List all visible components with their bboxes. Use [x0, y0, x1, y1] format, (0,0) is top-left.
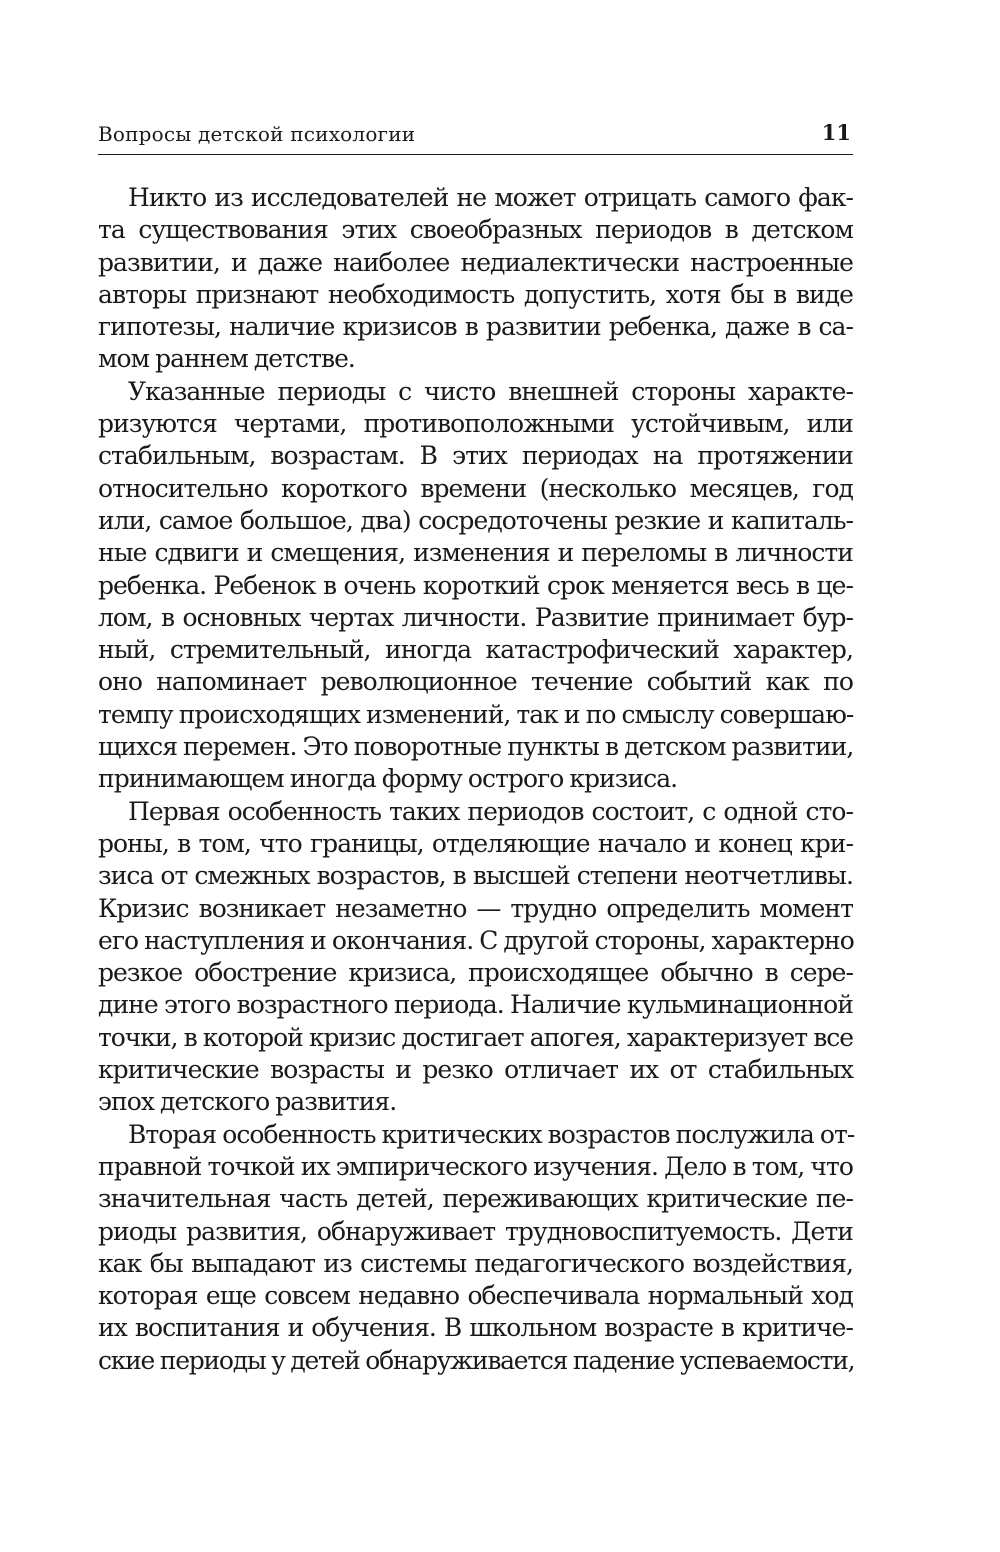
text-line: принимающем иногда форму острого кризиса.: [98, 764, 678, 794]
text-line: роны, в том, что границы, отделяющие начало и конец кри-: [98, 828, 853, 858]
running-header: [98, 118, 853, 155]
text-line: темпу происходящих изменений, так и по смыслу совершаю-: [98, 699, 854, 729]
text-line: зиса от смежных возрастов, в высшей степени неотчетливы.: [98, 861, 853, 891]
text-line: Кризис возникает незаметно — трудно определить момент: [98, 893, 853, 923]
text-line: которая еще совсем недавно обеспечивала нормальный ход: [98, 1281, 853, 1311]
text-line: оно напоминает революционное течение событий как по: [98, 667, 853, 697]
text-line: относительно короткого времени (несколько месяцев, год: [98, 473, 853, 503]
text-line: ризуются чертами, противоположными устойчивым, или: [98, 409, 853, 439]
text-line: или, самое большое, два) сосредоточены резкие и капиталь-: [98, 505, 853, 535]
text-line: авторы признают необходимость допустить, хотя бы в виде: [98, 279, 853, 309]
paragraph-1: [98, 182, 853, 376]
text-line: ные сдвиги и смещения, изменения и переломы в личности: [98, 538, 853, 568]
text-line: значительная часть детей, переживающих критические пе-: [98, 1184, 853, 1214]
text-line: лом, в основных чертах личности. Развитие принимает бур-: [98, 602, 853, 632]
text-line: правной точкой их эмпирического изучения. Дело в том, что: [98, 1151, 853, 1181]
running-header-title: Вопросы детской психологии: [98, 122, 416, 146]
text-line: щихся перемен. Это поворотные пункты в детском развитии,: [98, 732, 854, 762]
text-line: ребенка. Ребенок в очень короткий срок меняется весь в це-: [98, 570, 853, 600]
text-line: точки, в которой кризис достигает апогея, характеризует все: [98, 1022, 853, 1052]
paragraph-3: [98, 796, 853, 1119]
text-line: Никто из исследователей не может отрицать самого фак-: [128, 183, 853, 212]
text-line: та существования этих своеобразных периодов в детском: [98, 215, 853, 245]
text-line: дине этого возрастного периода. Наличие кульминационной: [98, 990, 853, 1020]
text-line: Указанные периоды с чисто внешней стороны характе-: [128, 376, 853, 406]
text-line: их воспитания и обучения. В школьном возрасте в критиче-: [98, 1313, 853, 1343]
text-line: как бы выпадают из системы педагогического воздействия,: [98, 1248, 853, 1278]
paragraph-4: [98, 1119, 853, 1377]
paragraph-2: [98, 376, 853, 796]
text-line: стабильным, возрастам. В этих периодах на протяжении: [98, 441, 853, 471]
text-line: ный, стремительный, иногда катастрофический характер,: [98, 635, 853, 665]
text-line: ские периоды у детей обнаруживается падение успеваемости,: [98, 1345, 855, 1375]
text-line: мом раннем детстве.: [98, 344, 355, 374]
text-line: его наступления и окончания. С другой стороны, характерно: [98, 925, 854, 955]
text-line: резкое обострение кризиса, происходящее обычно в сере-: [98, 958, 853, 988]
text-line: Вторая особенность критических возрастов послужила от-: [128, 1119, 855, 1149]
page-number: 11: [821, 120, 851, 145]
text-line: критические возрасты и резко отличает их от стабильных: [98, 1055, 853, 1085]
body-text: [98, 182, 853, 1377]
text-line: развитии, и даже наиболее недиалектически настроенные: [98, 247, 853, 277]
text-line: гипотезы, наличие кризисов в развитии ребенка, даже в са-: [98, 312, 853, 342]
text-line: риоды развития, обнаруживает трудновоспитуемость. Дети: [98, 1216, 853, 1246]
text-line: Первая особенность таких периодов состоит, с одной сто-: [128, 796, 853, 826]
text-line: эпох детского развития.: [98, 1087, 397, 1117]
